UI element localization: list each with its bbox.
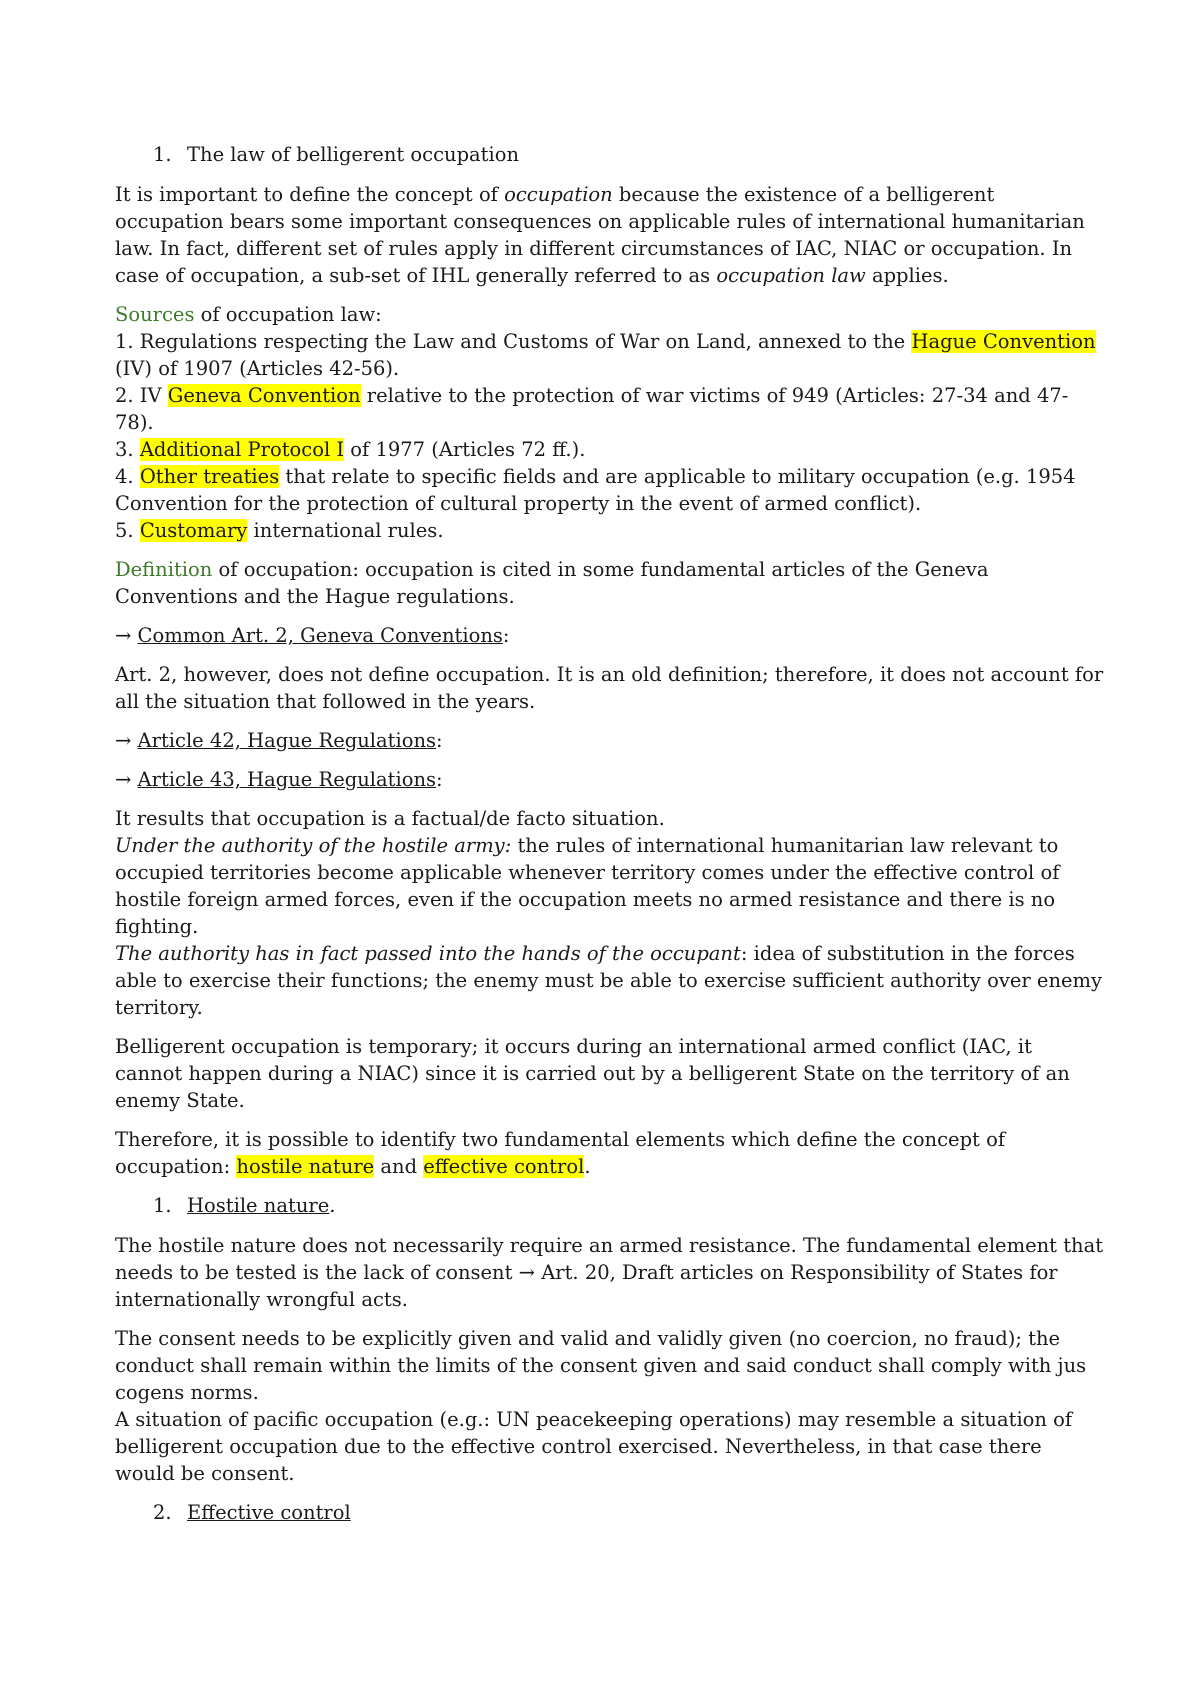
- emphasis-hostile-army: Under the authority of the hostile army:: [115, 834, 512, 857]
- sources-item-3: [115, 436, 1105, 463]
- emphasis-occupation: occupation: [504, 183, 613, 206]
- text-run: relative to the protection of war victims of 949 (Articles: 27-34 and 47-78).: [115, 384, 1069, 434]
- text-run: The consent needs to be explicitly given and valid and validly given (no coercion, no fraud); the conduct shall remain within the limits of the consent given and said conduct shall comply with jus cogens norms.: [115, 1327, 1087, 1404]
- emphasis-authority: The authority has in fact passed into the hands of the occupant: [115, 942, 741, 965]
- text-run: It is important to define the concept of: [115, 183, 505, 206]
- arrow-icon: →: [115, 729, 138, 752]
- heading-text: Hostile nature: [187, 1194, 330, 1217]
- text-run: 2. IV: [115, 384, 168, 407]
- text-run: Therefore, it is possible to identify two fundamental elements which define the concept of occupation:: [115, 1128, 1006, 1178]
- temporary-paragraph: Belligerent occupation is temporary; it occurs during an international armed conflict (IAC, it cannot happen during a NIAC) since it is carried out by a belligerent State on the territory of an enemy State.: [115, 1035, 1070, 1112]
- highlight-hague-convention: Hague Convention: [911, 330, 1096, 353]
- sources-item-2: [115, 382, 1105, 436]
- reference-article-42: [115, 727, 1105, 754]
- text-run: :: [502, 624, 510, 647]
- art2-paragraph: Art. 2, however, does not define occupation. It is an old definition; therefore, it does not account for all the situation that followed in the years.: [115, 663, 1104, 713]
- section-heading-effective-control: [115, 1499, 1105, 1526]
- text-run: of occupation law:: [194, 303, 382, 326]
- text-run: 1. Regulations respecting the Law and Customs of War on Land, annexed to the: [115, 330, 912, 353]
- text-run: that relate to specific fields and are applicable to military occupation (e.g. 1954 Convention for the protection of cultural property in the event of armed conflict).: [115, 465, 1076, 515]
- section-heading-hostile-nature: [115, 1192, 1105, 1219]
- heading-text: The law of belligerent occupation: [187, 143, 520, 166]
- highlight-customary: Customary: [139, 519, 248, 542]
- sources-label: Sources: [115, 303, 195, 326]
- arrow-icon: →: [115, 768, 138, 791]
- definition-paragraph: [115, 556, 1105, 610]
- reference-article-43: [115, 766, 1105, 793]
- text-run: 5.: [115, 519, 140, 542]
- text-run: and: [374, 1155, 424, 1178]
- text-run: applies.: [865, 264, 949, 287]
- definition-label: Definition: [115, 558, 213, 581]
- text-run: because the existence of a belligerent occupation bears some important consequences on applicable rules of international humanitarian law. In fact, different set of rules apply in different circumstances of IAC, NIAC or occupation. In case of occupation, a sub-set of IHL generally referred to as: [115, 183, 1085, 287]
- text-run: of occupation: occupation is cited in some fundamental articles of the Geneva Conventions and the Hague regulations.: [115, 558, 989, 608]
- hostile-army-line: [115, 832, 1105, 940]
- intro-paragraph: [115, 181, 1105, 289]
- text-run: 3.: [115, 438, 140, 461]
- sources-list: [115, 301, 1105, 544]
- elements-paragraph: [115, 1126, 1105, 1180]
- sources-heading: [115, 301, 1105, 328]
- document-body: [115, 141, 1105, 1539]
- factual-situation-paragraph: [115, 805, 1105, 1021]
- highlight-additional-protocol: Additional Protocol I: [139, 438, 345, 461]
- reference-link: Article 42, Hague Regulations: [137, 729, 437, 752]
- heading-number: 1.: [153, 143, 172, 166]
- consent-paragraph: [115, 1325, 1105, 1487]
- text-run: :: [436, 768, 443, 791]
- authority-line: [115, 940, 1105, 1021]
- text-run: :: [436, 729, 443, 752]
- sources-item-5: [115, 517, 1105, 544]
- arrow-icon: →: [115, 624, 138, 647]
- text-run: (IV) of 1907 (Articles 42-56).: [115, 357, 400, 380]
- highlight-hostile-nature: hostile nature: [236, 1155, 375, 1178]
- heading-text: Effective control: [187, 1501, 351, 1524]
- sources-item-4: [115, 463, 1105, 517]
- section-heading-law-of-belligerent-occupation: [115, 141, 1105, 168]
- sources-item-1: [115, 328, 1105, 382]
- text-run: : idea of substitution in the forces able to exercise their functions; the enemy must be able to exercise sufficient authority over enemy territory.: [115, 942, 1103, 1019]
- highlight-effective-control: effective control: [423, 1155, 585, 1178]
- text-line: It results that occupation is a factual/de facto situation.: [115, 807, 665, 830]
- reference-link: Article 43, Hague Regulations: [137, 768, 437, 791]
- highlight-other-treaties: Other treaties: [139, 465, 280, 488]
- text-run: .: [329, 1194, 336, 1217]
- highlight-geneva-convention: Geneva Convention: [167, 384, 361, 407]
- text-run: the rules of international humanitarian law relevant to occupied territories become applicable whenever territory comes under the effective control of hostile foreign armed forces, even if the occupation meets no armed resistance and there is no fighting.: [115, 834, 1060, 938]
- text-run: .: [584, 1155, 591, 1178]
- text-run: of 1977 (Articles 72 ff.).: [344, 438, 586, 461]
- text-run: A situation of pacific occupation (e.g.: UN peacekeeping operations) may resemble a situation of belligerent occupation due to the effective control exercised. Nevertheless, in that case there would be consent.: [115, 1408, 1073, 1485]
- heading-number: 2.: [153, 1501, 172, 1524]
- hostile-nature-paragraph: The hostile nature does not necessarily require an armed resistance. The fundamental element that needs to be tested is the lack of consent → Art. 20, Draft articles on Responsibility of States for internationally wrongful acts.: [115, 1234, 1104, 1311]
- reference-common-art-2: [115, 622, 1105, 649]
- emphasis-occupation-law: occupation law: [716, 264, 866, 287]
- reference-link: Common Art. 2, Geneva Conventions: [137, 624, 503, 647]
- heading-number: 1.: [153, 1194, 172, 1217]
- text-run: international rules.: [247, 519, 444, 542]
- text-run: 4.: [115, 465, 140, 488]
